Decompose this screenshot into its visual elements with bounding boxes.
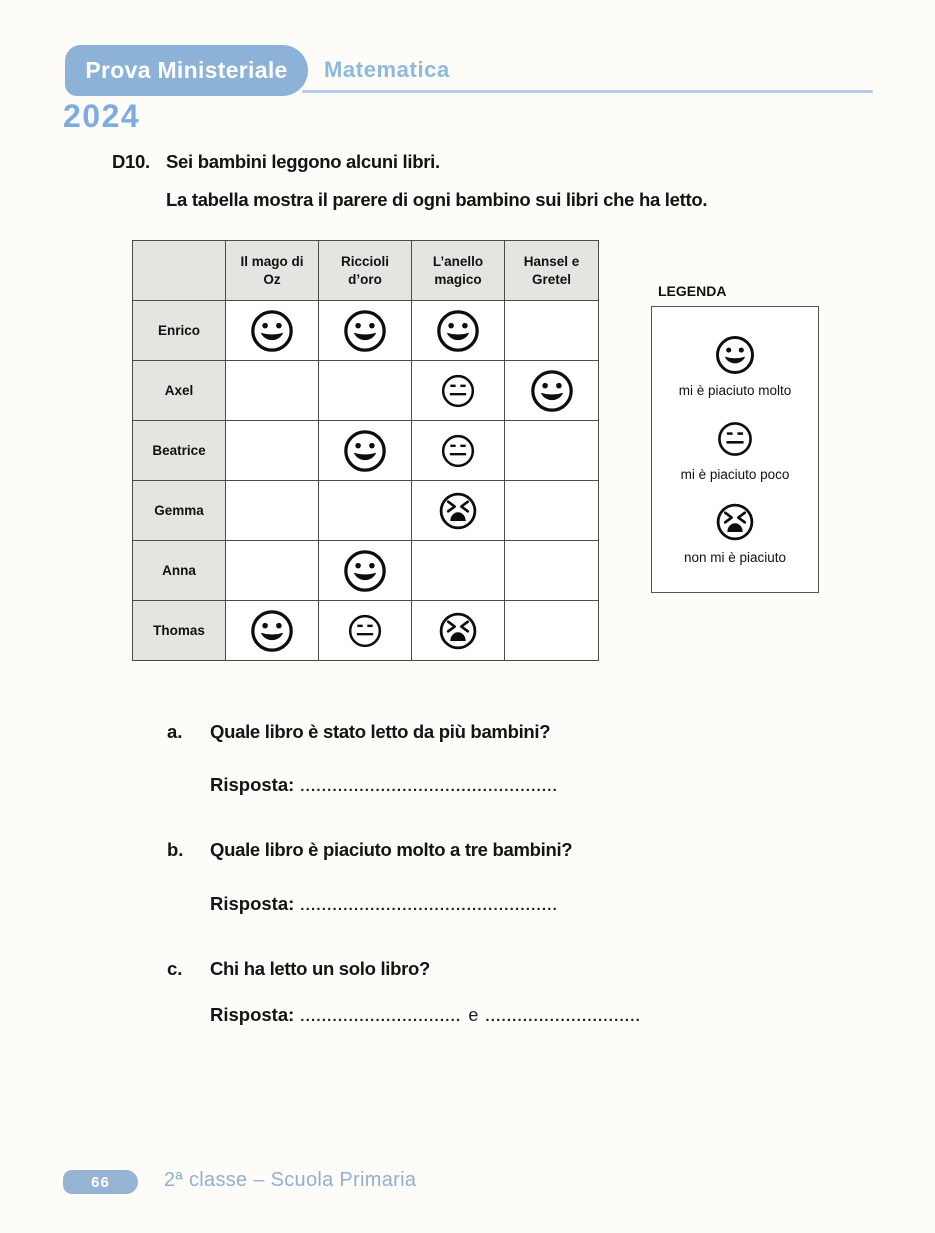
question-a-text: Quale libro è stato letto da più bambini? xyxy=(210,721,551,742)
sad-face-icon xyxy=(714,501,756,543)
rating-cell xyxy=(412,481,505,541)
page-number-badge xyxy=(63,1170,138,1194)
question-b-letter: b. xyxy=(167,839,184,860)
answer-line-a xyxy=(210,774,558,796)
student-name-cell: Axel xyxy=(133,361,226,421)
rating-cell xyxy=(505,481,599,541)
answer-a-label: Risposta: xyxy=(210,774,295,795)
neutral-face-icon xyxy=(438,431,478,471)
neutral-face-icon xyxy=(438,371,478,411)
answer-b-dotted-line: ................................................ xyxy=(300,897,558,914)
rating-cell xyxy=(412,541,505,601)
rating-cell xyxy=(319,481,412,541)
question-b xyxy=(167,839,572,861)
footer-label: 2ª classe – Scuola Primaria xyxy=(164,1169,417,1191)
rating-cell xyxy=(226,541,319,601)
legend-entry xyxy=(684,501,786,565)
happy-face-icon xyxy=(342,548,388,594)
answer-a-dotted-line: ................................................ xyxy=(300,778,558,795)
question-c-letter: c. xyxy=(167,958,183,979)
table-corner-cell xyxy=(133,241,226,301)
rating-cell xyxy=(226,361,319,421)
happy-face-icon xyxy=(249,308,295,354)
rating-cell xyxy=(319,301,412,361)
legend-box xyxy=(651,306,819,593)
question-a-letter: a. xyxy=(167,721,183,742)
rating-cell xyxy=(505,361,599,421)
legend-entry-label: non mi è piaciuto xyxy=(683,549,787,565)
rating-cell xyxy=(226,301,319,361)
student-name-cell: Anna xyxy=(133,541,226,601)
intro-line2: La tabella mostra il parere di ogni bambino sui libri che ha letto. xyxy=(166,189,708,210)
rating-cell xyxy=(412,421,505,481)
page-number: 66 xyxy=(91,1173,110,1191)
table-header-cell: Hansel e Gretel xyxy=(505,241,599,301)
student-name-cell: Gemma xyxy=(133,481,226,541)
student-name-cell: Enrico xyxy=(133,301,226,361)
rating-cell xyxy=(412,601,505,661)
happy-face-icon xyxy=(435,308,481,354)
table-header-cell: L’anello magico xyxy=(412,241,505,301)
answer-c-dotted-line-1: .............................. xyxy=(300,1008,462,1025)
happy-face-icon xyxy=(249,608,295,654)
question-b-text: Quale libro è piaciuto molto a tre bambini? xyxy=(210,839,573,860)
header-rule xyxy=(302,90,873,93)
question-number: D10. xyxy=(112,151,150,172)
happy-face-icon xyxy=(714,334,756,376)
rating-cell xyxy=(505,601,599,661)
header-tab-label: Prova Ministeriale xyxy=(85,57,288,83)
neutral-face-icon xyxy=(714,418,756,460)
legend-entry-label: mi è piaciuto molto xyxy=(678,383,792,399)
answer-c-conjunction: e xyxy=(468,1005,479,1025)
legend-entry xyxy=(681,418,790,482)
question-c xyxy=(167,958,430,980)
intro-line1: Sei bambini leggono alcuni libri. xyxy=(166,151,440,172)
sad-face-icon xyxy=(437,610,479,652)
rating-cell xyxy=(226,481,319,541)
subject-label: Matematica xyxy=(324,57,450,82)
rating-cell xyxy=(226,421,319,481)
rating-cell xyxy=(412,361,505,421)
opinions-table xyxy=(132,240,599,661)
question-intro xyxy=(112,151,440,173)
legend-entry xyxy=(679,334,792,398)
table-header-cell: Riccioli d’oro xyxy=(319,241,412,301)
answer-b-label: Risposta: xyxy=(210,893,295,914)
rating-cell xyxy=(319,541,412,601)
question-a xyxy=(167,721,550,743)
happy-face-icon xyxy=(529,368,575,414)
rating-cell xyxy=(319,361,412,421)
answer-c-dotted-line-2: ............................. xyxy=(485,1008,642,1025)
rating-cell xyxy=(505,541,599,601)
rating-cell xyxy=(412,301,505,361)
rating-cell xyxy=(505,301,599,361)
legend-title: LEGENDA xyxy=(658,283,727,299)
year-label: 2024 xyxy=(63,98,141,134)
student-name-cell: Thomas xyxy=(133,601,226,661)
rating-cell xyxy=(319,421,412,481)
answer-line-c xyxy=(210,1004,641,1026)
legend-entry-label: mi è piaciuto poco xyxy=(680,466,790,482)
rating-cell xyxy=(319,601,412,661)
header-tab xyxy=(65,45,308,96)
answer-line-b xyxy=(210,893,558,915)
table-header-cell: Il mago di Oz xyxy=(226,241,319,301)
question-c-text: Chi ha letto un solo libro? xyxy=(210,958,431,979)
rating-cell xyxy=(226,601,319,661)
rating-cell xyxy=(505,421,599,481)
happy-face-icon xyxy=(342,308,388,354)
answer-c-label: Risposta: xyxy=(210,1004,295,1025)
neutral-face-icon xyxy=(345,611,385,651)
student-name-cell: Beatrice xyxy=(133,421,226,481)
happy-face-icon xyxy=(342,428,388,474)
sad-face-icon xyxy=(437,490,479,532)
